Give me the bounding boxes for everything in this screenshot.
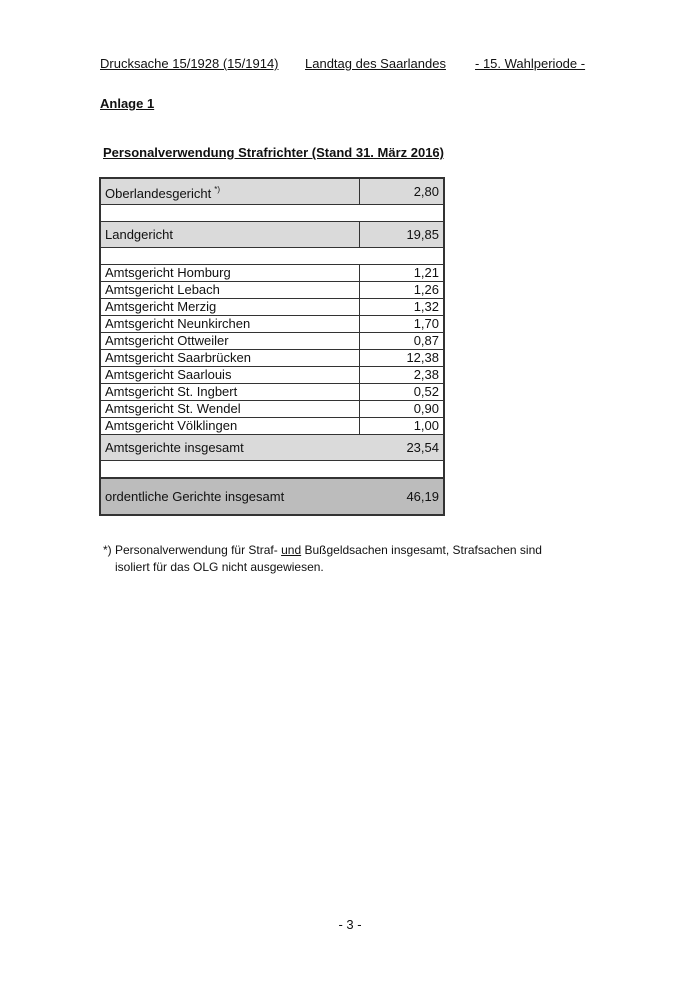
table-row-grand-total — [100, 478, 444, 515]
table-spacer — [100, 248, 444, 265]
row-label: Oberlandesgericht *) — [100, 178, 360, 205]
appendix-label: Anlage 1 — [100, 96, 155, 111]
table-row: Amtsgericht Merzig 1,32 — [100, 299, 444, 316]
footnote: *) Personalverwendung für Straf- und Bußgeldsachen insgesamt, Strafsachen sind isoliert für das OLG nicht ausgewiesen. — [103, 543, 542, 574]
page-number: - 3 - — [338, 917, 362, 932]
table-row-lg — [100, 222, 444, 248]
table-row-ag-total — [100, 435, 444, 461]
row-label: ordentliche Gerichte insgesamt — [100, 478, 360, 515]
footnote-underlined: und — [281, 543, 302, 557]
header-document-number: Drucksache 15/1928 (15/1914) — [100, 56, 279, 71]
table-row: Amtsgericht Saarlouis 2,38 — [100, 367, 444, 384]
table-row: Amtsgericht Ottweiler 0,87 — [100, 333, 444, 350]
table-row-olg — [100, 178, 444, 205]
table-row: Amtsgericht Homburg 1,21 — [100, 265, 444, 282]
row-value: 19,85 — [360, 222, 445, 248]
table-row: Amtsgericht Lebach 1,26 — [100, 282, 444, 299]
row-value: 23,54 — [360, 435, 445, 461]
table-row: Amtsgericht Völklingen 1,00 — [100, 418, 444, 435]
row-label: Amtsgerichte insgesamt — [100, 435, 360, 461]
table-row: Amtsgericht St. Wendel 0,90 — [100, 401, 444, 418]
table-title: Personalverwendung Strafrichter (Stand 31. März 2016) — [103, 145, 444, 160]
table-spacer — [100, 461, 444, 479]
table-row: Amtsgericht St. Ingbert 0,52 — [100, 384, 444, 401]
footnote-line-2: isoliert für das OLG nicht ausgewiesen. — [115, 560, 324, 574]
row-label: Landgericht — [100, 222, 360, 248]
row-value: 2,80 — [360, 178, 445, 205]
header-parliament: Landtag des Saarlandes — [305, 56, 446, 71]
row-value: 46,19 — [360, 478, 445, 515]
staffing-table — [99, 177, 445, 516]
table-spacer — [100, 205, 444, 222]
header-period: - 15. Wahlperiode - — [475, 56, 586, 71]
table-row: Amtsgericht Neunkirchen 1,70 — [100, 316, 444, 333]
table-row: Amtsgericht Saarbrücken 12,38 — [100, 350, 444, 367]
footnote-marker: *) — [214, 184, 221, 194]
